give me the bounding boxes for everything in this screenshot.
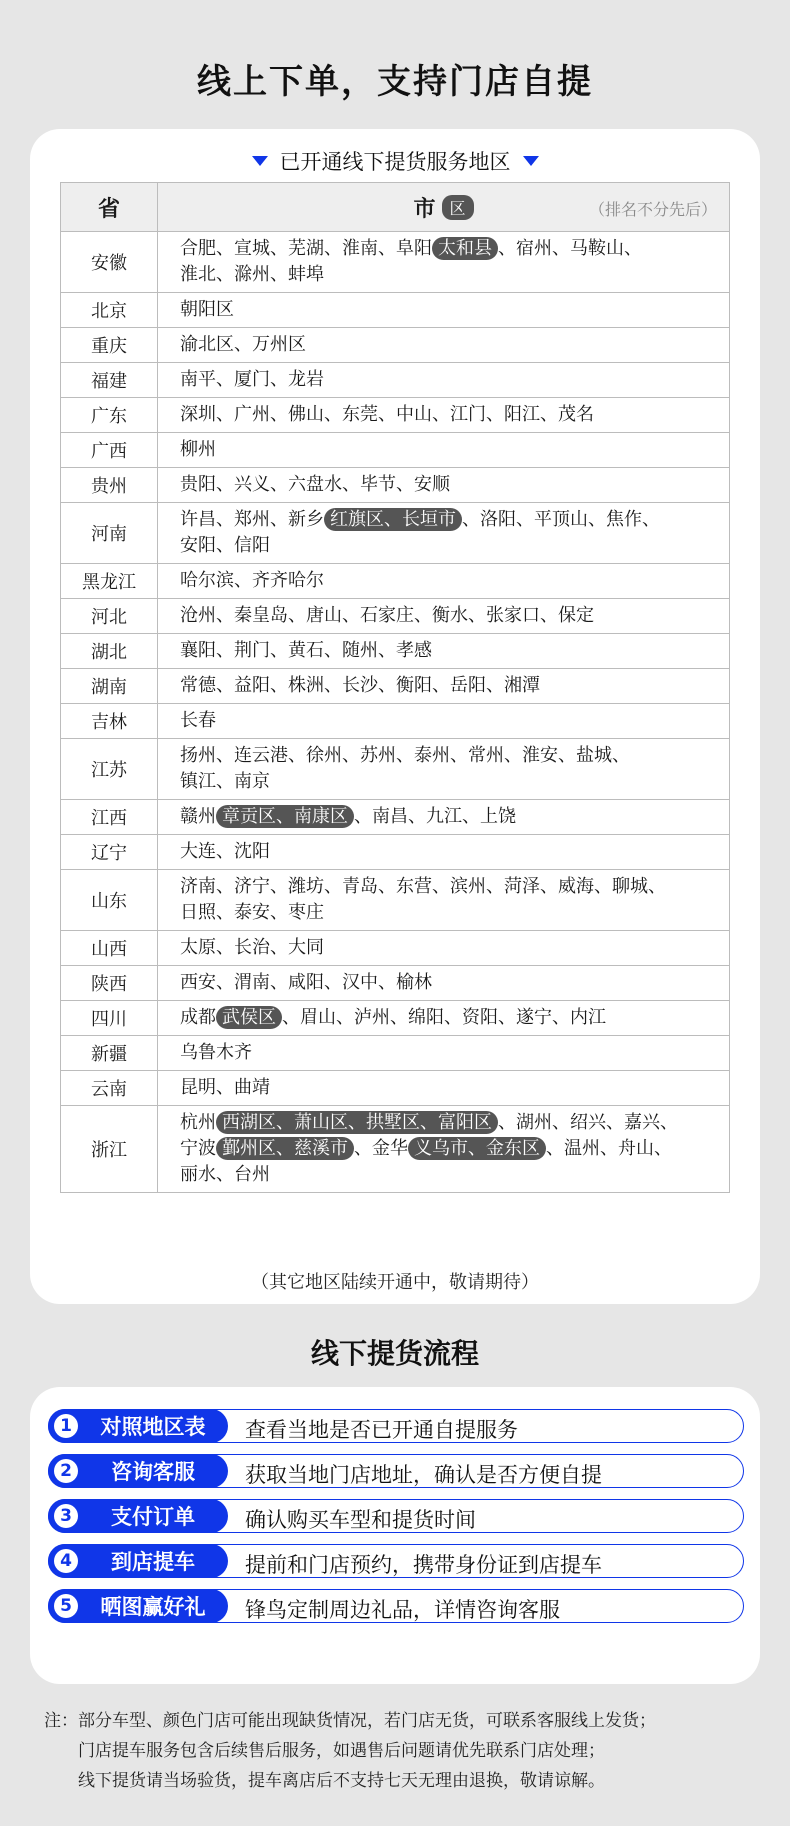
city-cell bbox=[158, 232, 730, 293]
city-text: 、湖州、绍兴、嘉兴、 bbox=[498, 1112, 678, 1133]
table-row bbox=[61, 1036, 730, 1071]
process-card bbox=[30, 1387, 760, 1684]
city-text: 、南昌、九江、上饶 bbox=[354, 806, 516, 827]
city-cell bbox=[158, 870, 730, 931]
note-text: 门店提车服务包含后续售后服务，如遇售后问题请优先联系门店处理； bbox=[78, 1741, 605, 1761]
col-header-note: （排名不分先后） bbox=[588, 200, 717, 219]
step-label: 到店提车 bbox=[111, 1550, 195, 1574]
area-footer-note: （其它地区陆续开通中，敬请期待） bbox=[251, 1272, 539, 1293]
province-cell: 新疆 bbox=[61, 1036, 158, 1071]
process-step bbox=[48, 1454, 744, 1488]
col-header-district-tag: 区 bbox=[442, 195, 474, 220]
step-label: 支付订单 bbox=[111, 1505, 195, 1529]
process-step bbox=[48, 1499, 744, 1533]
step-pill bbox=[48, 1454, 228, 1488]
table-row bbox=[61, 634, 730, 669]
city-cell bbox=[158, 835, 730, 870]
city-cell bbox=[158, 931, 730, 966]
city-cell bbox=[158, 1071, 730, 1106]
step-number: 4 bbox=[54, 1549, 78, 1573]
table-row bbox=[61, 1106, 730, 1193]
area-heading bbox=[30, 143, 760, 179]
step-description: 锋鸟定制周边礼品，详情咨询客服 bbox=[245, 1598, 560, 1622]
province-cell: 安徽 bbox=[61, 232, 158, 293]
district-highlight: 太和县 bbox=[432, 237, 498, 260]
note-line bbox=[44, 1766, 764, 1796]
province-cell: 四川 bbox=[61, 1001, 158, 1036]
city-cell bbox=[158, 503, 730, 564]
city-text: 赣州 bbox=[180, 806, 216, 827]
city-text: 镇江、南京 bbox=[180, 771, 270, 792]
step-pill bbox=[48, 1589, 228, 1623]
city-text: 朝阳区 bbox=[180, 299, 234, 320]
city-cell bbox=[158, 433, 730, 468]
city-text: 贵阳、兴义、六盘水、毕节、安顺 bbox=[180, 474, 450, 495]
city-text: 丽水、台州 bbox=[180, 1164, 270, 1185]
table-row bbox=[61, 669, 730, 704]
city-text: 深圳、广州、佛山、东莞、中山、江门、阳江、茂名 bbox=[180, 404, 594, 425]
city-text: 太原、长治、大同 bbox=[180, 937, 324, 958]
province-cell: 山西 bbox=[61, 931, 158, 966]
city-text: 、温州、舟山、 bbox=[546, 1138, 672, 1159]
note-line bbox=[44, 1736, 764, 1766]
city-text: 南平、厦门、龙岩 bbox=[180, 369, 324, 390]
city-text: 、眉山、泸州、绵阳、资阳、遂宁、内江 bbox=[282, 1007, 606, 1028]
table-row bbox=[61, 800, 730, 835]
city-cell bbox=[158, 669, 730, 704]
city-text: 杭州 bbox=[180, 1112, 216, 1133]
city-cell bbox=[158, 293, 730, 328]
step-pill bbox=[48, 1499, 228, 1533]
table-row bbox=[61, 835, 730, 870]
table-row bbox=[61, 739, 730, 800]
city-text: 柳州 bbox=[180, 439, 216, 460]
city-text: 、宿州、马鞍山、 bbox=[498, 238, 642, 259]
city-cell bbox=[158, 599, 730, 634]
province-cell: 广西 bbox=[61, 433, 158, 468]
province-cell: 重庆 bbox=[61, 328, 158, 363]
triangle-down-icon bbox=[523, 156, 539, 166]
process-step bbox=[48, 1589, 744, 1623]
city-text: 日照、泰安、枣庄 bbox=[180, 902, 324, 923]
page-title: 线上下单，支持门店自提 bbox=[197, 62, 593, 102]
step-number: 5 bbox=[54, 1594, 78, 1618]
city-cell bbox=[158, 1036, 730, 1071]
city-cell bbox=[158, 564, 730, 599]
table-row bbox=[61, 870, 730, 931]
province-cell: 广东 bbox=[61, 398, 158, 433]
province-cell: 北京 bbox=[61, 293, 158, 328]
table-row bbox=[61, 599, 730, 634]
city-text: 长春 bbox=[180, 710, 216, 731]
city-text: 扬州、连云港、徐州、苏州、泰州、常州、淮安、盐城、 bbox=[180, 745, 630, 766]
area-heading-text: 已开通线下提货服务地区 bbox=[279, 150, 511, 174]
province-cell: 云南 bbox=[61, 1071, 158, 1106]
city-cell bbox=[158, 966, 730, 1001]
province-cell: 吉林 bbox=[61, 704, 158, 739]
city-text: 合肥、宣城、芜湖、淮南、阜阳 bbox=[180, 238, 432, 259]
area-table bbox=[60, 182, 730, 1193]
district-highlight: 红旗区、长垣市 bbox=[324, 508, 462, 531]
area-card bbox=[30, 129, 760, 1304]
city-text: 济南、济宁、潍坊、青岛、东营、滨州、菏泽、威海、聊城、 bbox=[180, 876, 666, 897]
district-highlight: 武侯区 bbox=[216, 1006, 282, 1029]
step-description: 提前和门店预约，携带身份证到店提车 bbox=[245, 1553, 602, 1577]
note-prefix: 注： bbox=[44, 1711, 78, 1731]
province-cell: 贵州 bbox=[61, 468, 158, 503]
table-row bbox=[61, 704, 730, 739]
step-description: 获取当地门店地址，确认是否方便自提 bbox=[245, 1463, 602, 1487]
step-number: 3 bbox=[54, 1504, 78, 1528]
province-cell: 辽宁 bbox=[61, 835, 158, 870]
table-row bbox=[61, 468, 730, 503]
col-header-province: 省 bbox=[61, 183, 158, 232]
table-row bbox=[61, 363, 730, 398]
city-cell bbox=[158, 468, 730, 503]
table-row bbox=[61, 931, 730, 966]
province-cell: 湖北 bbox=[61, 634, 158, 669]
table-row bbox=[61, 1071, 730, 1106]
city-text: 许昌、郑州、新乡 bbox=[180, 509, 324, 530]
city-cell bbox=[158, 328, 730, 363]
city-text: 淮北、滁州、蚌埠 bbox=[180, 264, 324, 285]
table-row bbox=[61, 966, 730, 1001]
province-cell: 陕西 bbox=[61, 966, 158, 1001]
city-text: 宁波 bbox=[180, 1138, 216, 1159]
province-cell: 江西 bbox=[61, 800, 158, 835]
city-text: 渝北区、万州区 bbox=[180, 334, 306, 355]
city-text: 大连、沈阳 bbox=[180, 841, 270, 862]
table-row bbox=[61, 328, 730, 363]
area-table-body bbox=[61, 232, 730, 1193]
district-highlight: 章贡区、南康区 bbox=[216, 805, 354, 828]
city-text: 、金华 bbox=[354, 1138, 408, 1159]
province-cell: 黑龙江 bbox=[61, 564, 158, 599]
step-description: 查看当地是否已开通自提服务 bbox=[245, 1418, 518, 1442]
step-label: 晒图赢好礼 bbox=[100, 1595, 206, 1619]
table-row bbox=[61, 232, 730, 293]
city-cell bbox=[158, 1001, 730, 1036]
table-row bbox=[61, 398, 730, 433]
city-cell bbox=[158, 634, 730, 669]
note-text: 部分车型、颜色门店可能出现缺货情况，若门店无货，可联系客服线上发货； bbox=[78, 1711, 656, 1731]
process-step bbox=[48, 1544, 744, 1578]
process-step bbox=[48, 1409, 744, 1443]
city-cell bbox=[158, 800, 730, 835]
step-description: 确认购买车型和提货时间 bbox=[245, 1508, 476, 1532]
province-cell: 浙江 bbox=[61, 1106, 158, 1193]
province-cell: 河南 bbox=[61, 503, 158, 564]
step-number: 2 bbox=[54, 1459, 78, 1483]
table-row bbox=[61, 564, 730, 599]
note-text: 线下提货请当场验货，提车离店后不支持七天无理由退换，敬请谅解。 bbox=[78, 1771, 605, 1791]
province-cell: 山东 bbox=[61, 870, 158, 931]
city-text: 常德、益阳、株洲、长沙、衡阳、岳阳、湘潭 bbox=[180, 675, 540, 696]
step-number: 1 bbox=[54, 1414, 78, 1438]
province-cell: 江苏 bbox=[61, 739, 158, 800]
note-line bbox=[44, 1706, 764, 1736]
city-text: 哈尔滨、齐齐哈尔 bbox=[180, 570, 324, 591]
province-cell: 福建 bbox=[61, 363, 158, 398]
table-row bbox=[61, 293, 730, 328]
city-text: 西安、渭南、咸阳、汉中、榆林 bbox=[180, 972, 432, 993]
city-cell bbox=[158, 363, 730, 398]
city-text: 、洛阳、平顶山、焦作、 bbox=[462, 509, 660, 530]
district-highlight: 西湖区、萧山区、拱墅区、富阳区 bbox=[216, 1111, 498, 1134]
table-row bbox=[61, 503, 730, 564]
step-label: 咨询客服 bbox=[111, 1460, 195, 1484]
city-cell bbox=[158, 739, 730, 800]
table-row bbox=[61, 1001, 730, 1036]
city-text: 安阳、信阳 bbox=[180, 535, 270, 556]
table-row bbox=[61, 433, 730, 468]
city-text: 沧州、秦皇岛、唐山、石家庄、衡水、张家口、保定 bbox=[180, 605, 594, 626]
col-header-city bbox=[158, 183, 730, 232]
province-cell: 湖南 bbox=[61, 669, 158, 704]
notes bbox=[44, 1706, 764, 1796]
col-header-city-label: 市 bbox=[413, 196, 436, 222]
province-cell: 河北 bbox=[61, 599, 158, 634]
city-cell bbox=[158, 398, 730, 433]
city-text: 乌鲁木齐 bbox=[180, 1042, 252, 1063]
process-title: 线下提货流程 bbox=[310, 1337, 479, 1370]
city-cell bbox=[158, 1106, 730, 1193]
district-highlight: 义乌市、金东区 bbox=[408, 1137, 546, 1160]
city-text: 昆明、曲靖 bbox=[180, 1077, 270, 1098]
city-cell bbox=[158, 704, 730, 739]
city-text: 襄阳、荆门、黄石、随州、孝感 bbox=[180, 640, 432, 661]
city-text: 成都 bbox=[180, 1007, 216, 1028]
step-pill bbox=[48, 1409, 228, 1443]
district-highlight: 鄞州区、慈溪市 bbox=[216, 1137, 354, 1160]
step-label: 对照地区表 bbox=[100, 1415, 206, 1439]
triangle-down-icon bbox=[252, 156, 268, 166]
step-pill bbox=[48, 1544, 228, 1578]
